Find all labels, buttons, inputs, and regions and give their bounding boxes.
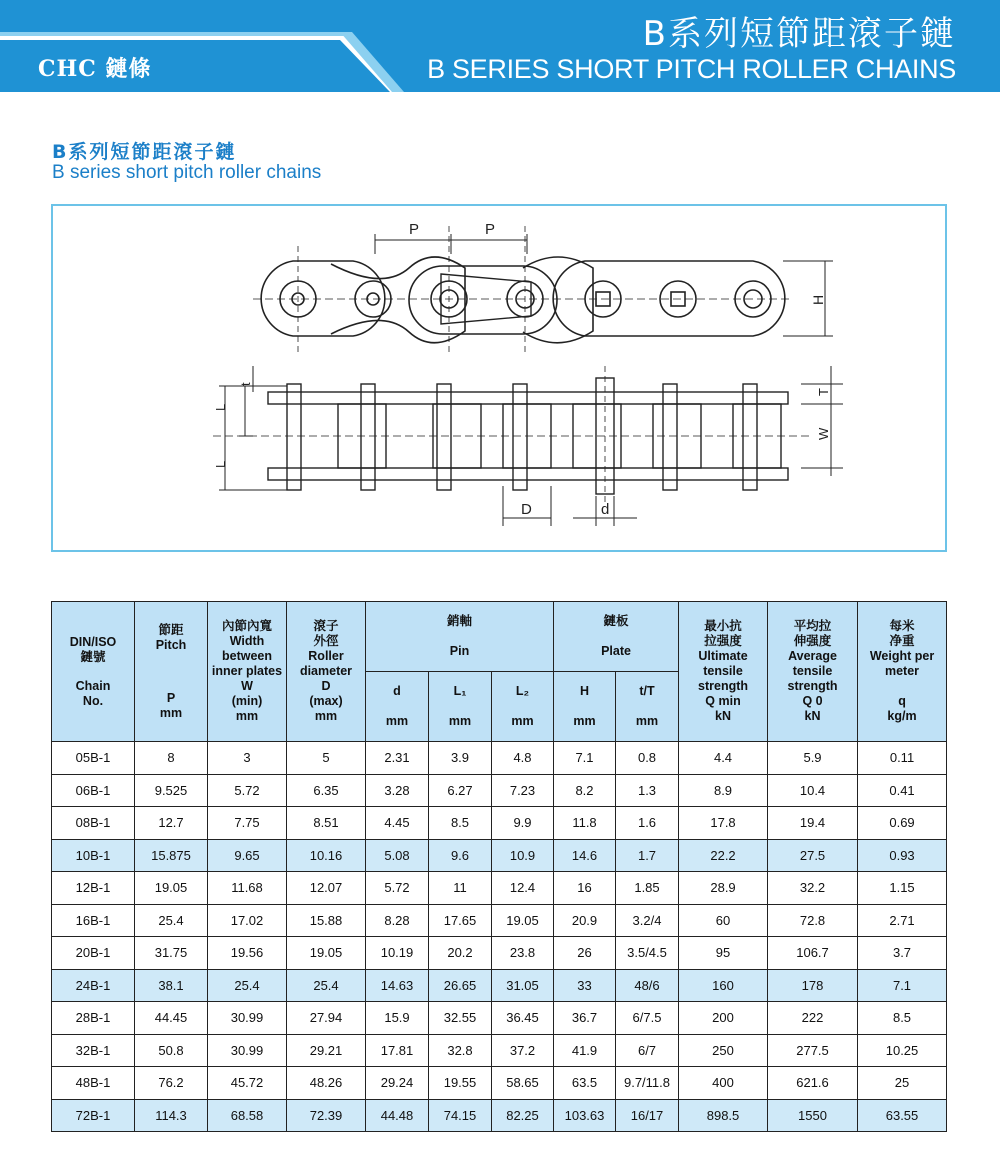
- table-cell: 68.58: [208, 1099, 287, 1132]
- table-cell: 2.31: [366, 742, 429, 775]
- table-cell: 16: [554, 872, 616, 905]
- table-cell: 58.65: [492, 1067, 554, 1100]
- table-cell: 10.4: [768, 774, 858, 807]
- table-cell: 63.5: [554, 1067, 616, 1100]
- table-cell: 20.9: [554, 904, 616, 937]
- table-row: [52, 937, 947, 970]
- table-row: [52, 807, 947, 840]
- table-cell: 7.75: [208, 807, 287, 840]
- table-cell: 10.25: [858, 1034, 947, 1067]
- table-cell: 12B-1: [52, 872, 135, 905]
- table-cell: 4.8: [492, 742, 554, 775]
- table-cell: 17.02: [208, 904, 287, 937]
- spec-table-body: [52, 742, 947, 1132]
- table-cell: 9.9: [492, 807, 554, 840]
- table-cell: 1.15: [858, 872, 947, 905]
- table-cell: 29.21: [287, 1034, 366, 1067]
- header-banner: [0, 0, 1000, 92]
- table-cell: 31.05: [492, 969, 554, 1002]
- table-cell: 72B-1: [52, 1099, 135, 1132]
- table-cell: 6.27: [429, 774, 492, 807]
- table-cell: 160: [679, 969, 768, 1002]
- table-cell: 8.28: [366, 904, 429, 937]
- table-cell: 48/6: [616, 969, 679, 1002]
- table-cell: 8.5: [429, 807, 492, 840]
- label-t-upper: t: [238, 382, 253, 386]
- table-cell: 898.5: [679, 1099, 768, 1132]
- table-cell: 106.7: [768, 937, 858, 970]
- table-cell: 95: [679, 937, 768, 970]
- header-chain: DIN/ISO 鏈號 Chain No.: [52, 602, 135, 742]
- table-cell: 5.72: [208, 774, 287, 807]
- label-w: W: [816, 427, 831, 440]
- table-cell: 4.45: [366, 807, 429, 840]
- table-cell: 1.7: [616, 839, 679, 872]
- table-cell: 9.6: [429, 839, 492, 872]
- table-cell: 7.23: [492, 774, 554, 807]
- table-cell: 1.3: [616, 774, 679, 807]
- table-cell: 11.8: [554, 807, 616, 840]
- table-cell: 17.8: [679, 807, 768, 840]
- table-cell: 178: [768, 969, 858, 1002]
- table-cell: 06B-1: [52, 774, 135, 807]
- table-cell: 25.4: [135, 904, 208, 937]
- table-cell: 82.25: [492, 1099, 554, 1132]
- table-cell: 72.39: [287, 1099, 366, 1132]
- table-cell: 30.99: [208, 1002, 287, 1035]
- table-row: [52, 904, 947, 937]
- table-cell: 15.88: [287, 904, 366, 937]
- table-cell: 29.24: [366, 1067, 429, 1100]
- table-cell: 20.2: [429, 937, 492, 970]
- header-plate-group: 鏈板 Plate: [554, 602, 679, 672]
- table-row: [52, 1002, 947, 1035]
- table-row: [52, 839, 947, 872]
- table-cell: 28B-1: [52, 1002, 135, 1035]
- table-cell: 24B-1: [52, 969, 135, 1002]
- table-cell: 33: [554, 969, 616, 1002]
- pitch-dimension: [375, 234, 527, 254]
- spec-table: [51, 601, 947, 1132]
- table-cell: 19.05: [135, 872, 208, 905]
- table-cell: 10.19: [366, 937, 429, 970]
- table-cell: 25.4: [287, 969, 366, 1002]
- table-cell: 5.08: [366, 839, 429, 872]
- table-cell: 12.7: [135, 807, 208, 840]
- table-cell: 6/7.5: [616, 1002, 679, 1035]
- table-cell: 0.11: [858, 742, 947, 775]
- table-cell: 38.1: [135, 969, 208, 1002]
- header-uts: 最小抗 拉强度 Ultimate tensile strength Q min kN: [679, 602, 768, 742]
- table-cell: 250: [679, 1034, 768, 1067]
- table-cell: 9.525: [135, 774, 208, 807]
- table-row: [52, 1034, 947, 1067]
- table-cell: 32.55: [429, 1002, 492, 1035]
- table-cell: 8.5: [858, 1002, 947, 1035]
- table-cell: 0.69: [858, 807, 947, 840]
- table-cell: 16/17: [616, 1099, 679, 1132]
- table-cell: 0.41: [858, 774, 947, 807]
- label-l1: L: [213, 403, 228, 411]
- header-pin-group: 銷軸 Pin: [366, 602, 554, 672]
- table-cell: 114.3: [135, 1099, 208, 1132]
- table-cell: 17.65: [429, 904, 492, 937]
- table-cell: 26: [554, 937, 616, 970]
- table-cell: 6.35: [287, 774, 366, 807]
- table-cell: 7.1: [554, 742, 616, 775]
- header-plate-t: t/T mm: [616, 672, 679, 742]
- table-cell: 10.9: [492, 839, 554, 872]
- brand-logo: CHC 鏈條: [38, 56, 152, 82]
- table-cell: 19.56: [208, 937, 287, 970]
- table-cell: 1.6: [616, 807, 679, 840]
- table-cell: 19.4: [768, 807, 858, 840]
- table-cell: 103.63: [554, 1099, 616, 1132]
- table-cell: 4.4: [679, 742, 768, 775]
- table-cell: 3.5/4.5: [616, 937, 679, 970]
- table-cell: 17.81: [366, 1034, 429, 1067]
- table-cell: 621.6: [768, 1067, 858, 1100]
- header-ats: 平均拉 伸强度 Average tensile strength Q 0 kN: [768, 602, 858, 742]
- label-p2: P: [485, 221, 496, 238]
- table-cell: 63.55: [858, 1099, 947, 1132]
- table-row: [52, 774, 947, 807]
- table-cell: 45.72: [208, 1067, 287, 1100]
- table-cell: 76.2: [135, 1067, 208, 1100]
- table-cell: 3.9: [429, 742, 492, 775]
- table-cell: 19.55: [429, 1067, 492, 1100]
- table-cell: 3.2/4: [616, 904, 679, 937]
- header-roller: 滾子 外徑 Roller diameter D (max) mm: [287, 602, 366, 742]
- table-cell: 23.8: [492, 937, 554, 970]
- table-row: [52, 969, 947, 1002]
- section-title-en: B series short pitch roller chains: [52, 162, 322, 183]
- label-h: H: [810, 294, 826, 305]
- table-cell: 44.45: [135, 1002, 208, 1035]
- table-cell: 25.4: [208, 969, 287, 1002]
- section-title-cn: B系列短節距滾子鏈: [52, 141, 237, 163]
- table-cell: 8: [135, 742, 208, 775]
- table-cell: 5.9: [768, 742, 858, 775]
- table-row: [52, 1099, 947, 1132]
- table-cell: 222: [768, 1002, 858, 1035]
- table-cell: 0.93: [858, 839, 947, 872]
- table-cell: 0.8: [616, 742, 679, 775]
- table-cell: 2.71: [858, 904, 947, 937]
- table-cell: 26.65: [429, 969, 492, 1002]
- label-d-pin: d: [601, 501, 610, 518]
- table-cell: 32.2: [768, 872, 858, 905]
- table-cell: 25: [858, 1067, 947, 1100]
- table-cell: 5: [287, 742, 366, 775]
- table-cell: 277.5: [768, 1034, 858, 1067]
- label-d-roller: D: [521, 501, 532, 518]
- banner-title-cn: B系列短節距滾子鏈: [642, 14, 956, 54]
- chain-side-view: [253, 226, 793, 356]
- chain-top-view: [213, 366, 813, 506]
- table-cell: 48.26: [287, 1067, 366, 1100]
- table-cell: 7.1: [858, 969, 947, 1002]
- table-cell: 72.8: [768, 904, 858, 937]
- table-cell: 400: [679, 1067, 768, 1100]
- header-pitch: 節距 Pitch P mm: [135, 602, 208, 742]
- table-cell: 3.28: [366, 774, 429, 807]
- table-cell: 5.72: [366, 872, 429, 905]
- header-weight: 每米 净重 Weight per meter q kg/m: [858, 602, 947, 742]
- table-cell: 44.48: [366, 1099, 429, 1132]
- table-row: [52, 1067, 947, 1100]
- table-cell: 05B-1: [52, 742, 135, 775]
- banner-title-en: B SERIES SHORT PITCH ROLLER CHAINS: [427, 54, 956, 84]
- table-cell: 74.15: [429, 1099, 492, 1132]
- table-cell: 19.05: [492, 904, 554, 937]
- table-cell: 20B-1: [52, 937, 135, 970]
- table-cell: 9.65: [208, 839, 287, 872]
- label-t-right: T: [816, 388, 831, 396]
- table-cell: 200: [679, 1002, 768, 1035]
- table-cell: 1.85: [616, 872, 679, 905]
- table-cell: 36.7: [554, 1002, 616, 1035]
- header-width: 內節內寬 Width between inner plates W (min) mm: [208, 602, 287, 742]
- table-cell: 27.5: [768, 839, 858, 872]
- table-cell: 50.8: [135, 1034, 208, 1067]
- right-dimensions: [801, 366, 843, 476]
- table-cell: 15.875: [135, 839, 208, 872]
- table-cell: 31.75: [135, 937, 208, 970]
- table-cell: 32.8: [429, 1034, 492, 1067]
- header-pin-l1: L₁ mm: [429, 672, 492, 742]
- table-cell: 8.2: [554, 774, 616, 807]
- table-cell: 60: [679, 904, 768, 937]
- table-cell: 37.2: [492, 1034, 554, 1067]
- label-p1: P: [409, 221, 420, 238]
- table-cell: 11: [429, 872, 492, 905]
- table-row: [52, 742, 947, 775]
- table-cell: 1550: [768, 1099, 858, 1132]
- table-cell: 10.16: [287, 839, 366, 872]
- table-cell: 15.9: [366, 1002, 429, 1035]
- left-dimensions: [219, 366, 287, 490]
- table-cell: 28.9: [679, 872, 768, 905]
- table-cell: 16B-1: [52, 904, 135, 937]
- table-cell: 10B-1: [52, 839, 135, 872]
- header-pin-l2: L₂ mm: [492, 672, 554, 742]
- table-cell: 08B-1: [52, 807, 135, 840]
- table-cell: 3.7: [858, 937, 947, 970]
- table-cell: 30.99: [208, 1034, 287, 1067]
- table-cell: 14.63: [366, 969, 429, 1002]
- table-cell: 8.9: [679, 774, 768, 807]
- header-plate-h: H mm: [554, 672, 616, 742]
- table-cell: 14.6: [554, 839, 616, 872]
- chain-drawing: [53, 206, 949, 554]
- header-pin-d: d mm: [366, 672, 429, 742]
- table-cell: 41.9: [554, 1034, 616, 1067]
- table-cell: 3: [208, 742, 287, 775]
- table-cell: 22.2: [679, 839, 768, 872]
- table-cell: 19.05: [287, 937, 366, 970]
- chain-diagram: [51, 204, 947, 552]
- table-cell: 32B-1: [52, 1034, 135, 1067]
- label-l2: L: [213, 460, 228, 468]
- table-row: [52, 872, 947, 905]
- table-cell: 48B-1: [52, 1067, 135, 1100]
- table-cell: 12.07: [287, 872, 366, 905]
- table-cell: 6/7: [616, 1034, 679, 1067]
- table-cell: 9.7/11.8: [616, 1067, 679, 1100]
- table-cell: 11.68: [208, 872, 287, 905]
- table-cell: 8.51: [287, 807, 366, 840]
- table-cell: 12.4: [492, 872, 554, 905]
- table-cell: 36.45: [492, 1002, 554, 1035]
- table-cell: 27.94: [287, 1002, 366, 1035]
